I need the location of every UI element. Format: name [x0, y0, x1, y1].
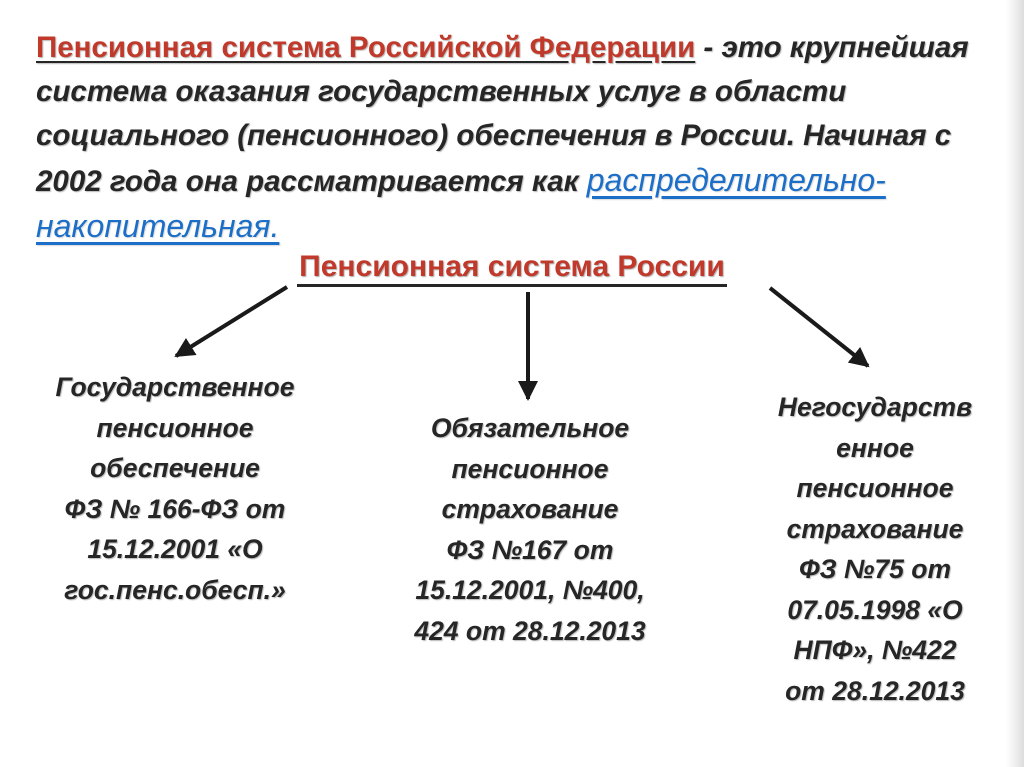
branch-line: 15.12.2001 «О — [87, 534, 263, 564]
branch-line: страхование — [786, 513, 964, 544]
branch-line: 15.12.2001, №400, — [415, 575, 645, 605]
branch-line: 07.05.1998 «О — [787, 594, 963, 625]
intro-accent: распределительно-накопительная. — [36, 162, 886, 244]
branch-line: пенсионное — [451, 453, 609, 484]
branch-line: ФЗ №75 от — [798, 554, 952, 584]
branch-line: пенсионное — [96, 412, 254, 443]
branch-line: енное — [836, 432, 914, 463]
branch-line: 424 от 28.12.2013 — [414, 615, 646, 646]
branch-line: пенсионное — [796, 473, 954, 503]
arrow-left — [176, 287, 287, 356]
branch-line: обеспечение — [90, 453, 260, 483]
intro-text: - это крупнейшая система оказания государственных услуг в области социального (пенсионного) обеспечения в России. Начиная с 2002 года она рассматривается как — [36, 31, 969, 198]
branch-state-pension — [30, 367, 320, 610]
branch-line: ФЗ №167 от — [446, 534, 614, 565]
branch-line: Обязательное — [430, 413, 630, 443]
branch-line: Государственное — [55, 372, 295, 402]
branch-line: ФЗ № 166-ФЗ от — [64, 493, 286, 524]
branch-mandatory-insurance — [380, 408, 680, 651]
branch-line: гос.пенс.обесп.» — [64, 574, 286, 605]
branch-nonstate-insurance — [745, 387, 1005, 711]
branch-line: Негосударств — [777, 392, 973, 422]
system-title-text: Пенсионная система России — [297, 250, 727, 287]
branch-line: от 28.12.2013 — [785, 675, 965, 706]
intro-lead: Пенсионная система Российской Федерации — [36, 31, 696, 64]
branch-line: страхование — [441, 494, 619, 524]
arrow-right — [770, 288, 868, 366]
branch-line: НПФ», №422 — [793, 635, 957, 665]
